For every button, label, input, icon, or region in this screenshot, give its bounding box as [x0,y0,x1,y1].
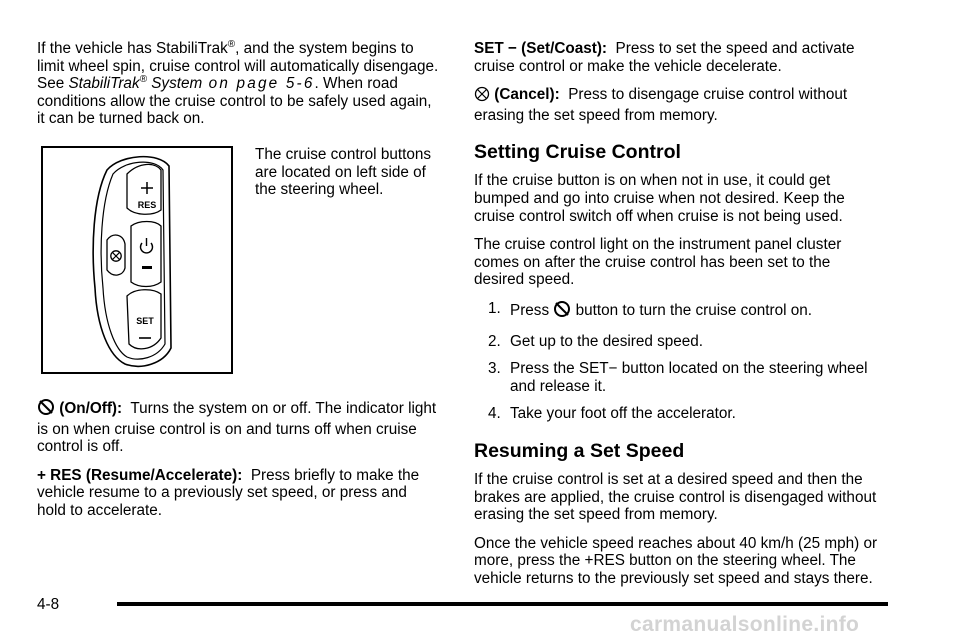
figure-caption: The cruise control buttons are located on left side of the steering wheel. [255,145,432,199]
stabilitrak-link[interactable]: StabiliTrak® System on page 5-6 [68,74,315,93]
res-button-label: RES [137,199,157,210]
steering-controls-illustration [41,146,233,374]
cancel-icon [474,86,490,107]
res-description: + RES (Resume/Accelerate): Press briefly to make the vehicle resume to a previously set speed, or press and hold to accelerate. [37,466,420,519]
heading-setting-cruise-control: Setting Cruise Control [474,141,681,164]
page-number: 4-8 [37,596,60,613]
resuming-paragraph-1: If the cruise control is set at a desired speed and then the brakes are applied, the cruise control is disengaged without erasing the set speed from memory. [474,470,877,524]
cruise-onoff-icon [553,300,571,323]
list-item: 2. Get up to the desired speed. [488,332,704,350]
cancel-description: (Cancel): Press to disengage cruise control without erasing the set speed from memory. [474,86,848,124]
left-column [37,40,439,531]
setting-paragraph-1: If the cruise button is on when not in use, it could get bumped and go into cruise when not desired. Keep the cruise control switch off when cruise is not being used. [474,172,845,225]
set-description: SET − (Set/Coast): Press to set the speed and activate cruise control or make the vehicle decelerate. [474,40,855,75]
list-item: 4. Take your foot off the accelerator. [488,405,736,423]
cruise-onoff-icon [37,398,55,421]
cruise-control-buttons-drawing [43,148,231,372]
list-item: 1. Press button to turn the cruise control on. [474,300,884,323]
setting-paragraph-2: The cruise control light on the instrument panel cluster comes on after the cruise control has been set to the desired speed. [474,236,842,289]
right-column [474,40,884,598]
resuming-paragraph-2: Once the vehicle speed reaches about 40 km/h (25 mph) or more, press the +RES button on the steering wheel. The vehicle returns to the previously set speed and stays there. [474,534,878,587]
set-button-label: SET [136,315,154,326]
cruise-buttons-figure [37,146,439,378]
heading-resuming-set-speed: Resuming a Set Speed [474,439,685,462]
setting-steps-list [474,300,884,423]
onoff-description: (On/Off): Turns the system on or off. The indicator light is on when cruise control is on and turns off when cruise control is off. [37,399,437,456]
list-item: 3. Press the SET− button located on the steering wheel and release it. [488,360,868,395]
watermark: carmanualsonline.info [630,613,860,636]
footer-rule [117,602,888,606]
stabilitrak-paragraph: If the vehicle has StabiliTrak®, and the system begins to limit wheel spin, cruise control will automatically disengage. See StabiliTrak® System on page 5-6. When road conditions allow the cruise control to be safely used again, it can be turned back on. [37,38,439,128]
